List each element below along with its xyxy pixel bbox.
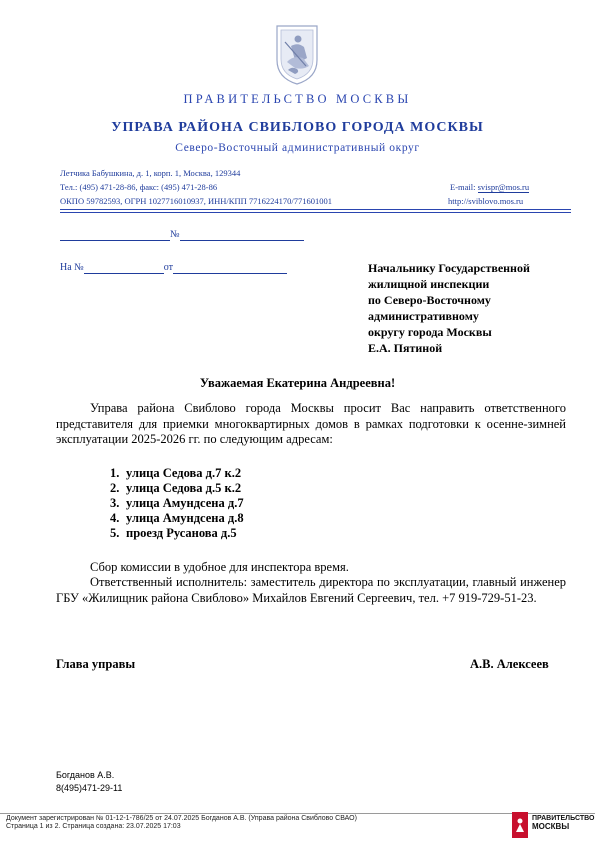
- logo-line: МОСКВЫ: [532, 822, 570, 831]
- executor-phone: 8(495)471-29-11: [56, 783, 123, 793]
- org-codes: ОКПО 59782593, ОГРН 1027716010937, ИНН/КПП 7716224170/771601001: [60, 196, 332, 206]
- page-info: Страница 1 из 2. Страница создана: 23.07.2025 17:03: [6, 823, 181, 830]
- na-blank: [84, 262, 164, 274]
- government-title: ПРАВИТЕЛЬСТВО МОСКВЫ: [183, 92, 412, 106]
- list-item: [110, 466, 244, 481]
- org-address: Летчика Бабушкина, д. 1, корп. 1, Москва, 129344: [60, 168, 241, 178]
- ot-label: от: [163, 262, 173, 273]
- address-list: [110, 466, 244, 541]
- addressee-line: по Северо-Восточному: [368, 293, 491, 307]
- letter-paragraph: Ответственный исполнитель: заместитель директора по эксплуатации, главный инженер ГБУ «Жилищник района Свиблово» Михайлов Евгений Сергеевич, тел. +7 919-729-51-23.: [56, 575, 566, 605]
- addressee-line: административному: [368, 309, 479, 323]
- header-divider-2: [60, 212, 571, 213]
- list-item: [110, 511, 244, 526]
- list-text: проезд Русанова д.5: [126, 526, 237, 540]
- signatory-position: Глава управы: [56, 657, 136, 671]
- na-label: На №: [60, 262, 84, 273]
- addressee-line: Начальнику Государственной: [368, 261, 530, 275]
- okrug-subtitle: Северо-Восточный административный округ: [175, 142, 420, 154]
- list-text: улица Седова д.7 к.2: [126, 466, 242, 480]
- moscow-coat-of-arms-icon: [273, 22, 321, 86]
- addressee-line: Е.А. Пятиной: [368, 341, 443, 355]
- registration-stamp: Документ зарегистрирован № 01-12-1-786/25 от 24.07.2025 Богданов А.В. (Управа района Свиблово СВАО): [6, 815, 357, 822]
- list-number: 1.: [110, 466, 120, 480]
- org-email: [450, 182, 529, 193]
- footer-divider: [0, 813, 595, 814]
- list-text: улица Седова д.5 к.2: [126, 481, 242, 495]
- email-label: E-mail:: [450, 182, 476, 192]
- org-phone: Тел.: (495) 471-28-86, факс: (495) 471-28-86: [60, 182, 218, 192]
- list-text: улица Амундсена д.7: [126, 496, 244, 510]
- reg-incoming-field: [60, 262, 287, 274]
- logo-text: [532, 815, 594, 831]
- addressee-line: жилищной инспекции: [368, 277, 490, 291]
- reg-blank-2: [180, 229, 304, 241]
- header-divider: [60, 209, 571, 210]
- moscow-government-logo-icon: [512, 812, 528, 838]
- list-item: [110, 526, 244, 541]
- signatory-name: А.В. Алексеев: [470, 657, 549, 671]
- email-link[interactable]: svispr@mos.ru: [477, 182, 530, 192]
- logo-line: ПРАВИТЕЛЬСТВО: [532, 815, 595, 822]
- list-item: [110, 496, 244, 511]
- list-text: улица Амундсена д.8: [126, 511, 244, 525]
- reg-number-sign: №: [170, 229, 180, 240]
- list-number: 3.: [110, 496, 120, 510]
- executor-name: Богданов А.В.: [56, 770, 115, 780]
- addressee-block: [368, 260, 578, 356]
- reg-blank-1: [60, 229, 170, 241]
- addressee-line: округу города Москвы: [368, 325, 492, 339]
- greeting: Уважаемая Екатерина Андреевна!: [199, 376, 396, 390]
- organization-title: УПРАВА РАЙОНА СВИБЛОВО ГОРОДА МОСКВЫ: [111, 120, 484, 135]
- letter-paragraph: Управа района Свиблово города Москвы просит Вас направить ответственного представителя для приемки многоквартирных домов в рамках подготовки к осенне-зимней эксплуатации 2025-2026 гг. по следующим адресам:: [56, 401, 566, 446]
- website-link[interactable]: http://sviblovo.mos.ru: [448, 196, 524, 206]
- reg-number-field: [60, 229, 304, 241]
- list-number: 5.: [110, 526, 120, 540]
- list-item: [110, 481, 244, 496]
- ot-blank: [173, 262, 287, 274]
- list-number: 4.: [110, 511, 120, 525]
- letter-paragraph: Сбор комиссии в удобное для инспектора время.: [90, 560, 349, 574]
- list-number: 2.: [110, 481, 120, 495]
